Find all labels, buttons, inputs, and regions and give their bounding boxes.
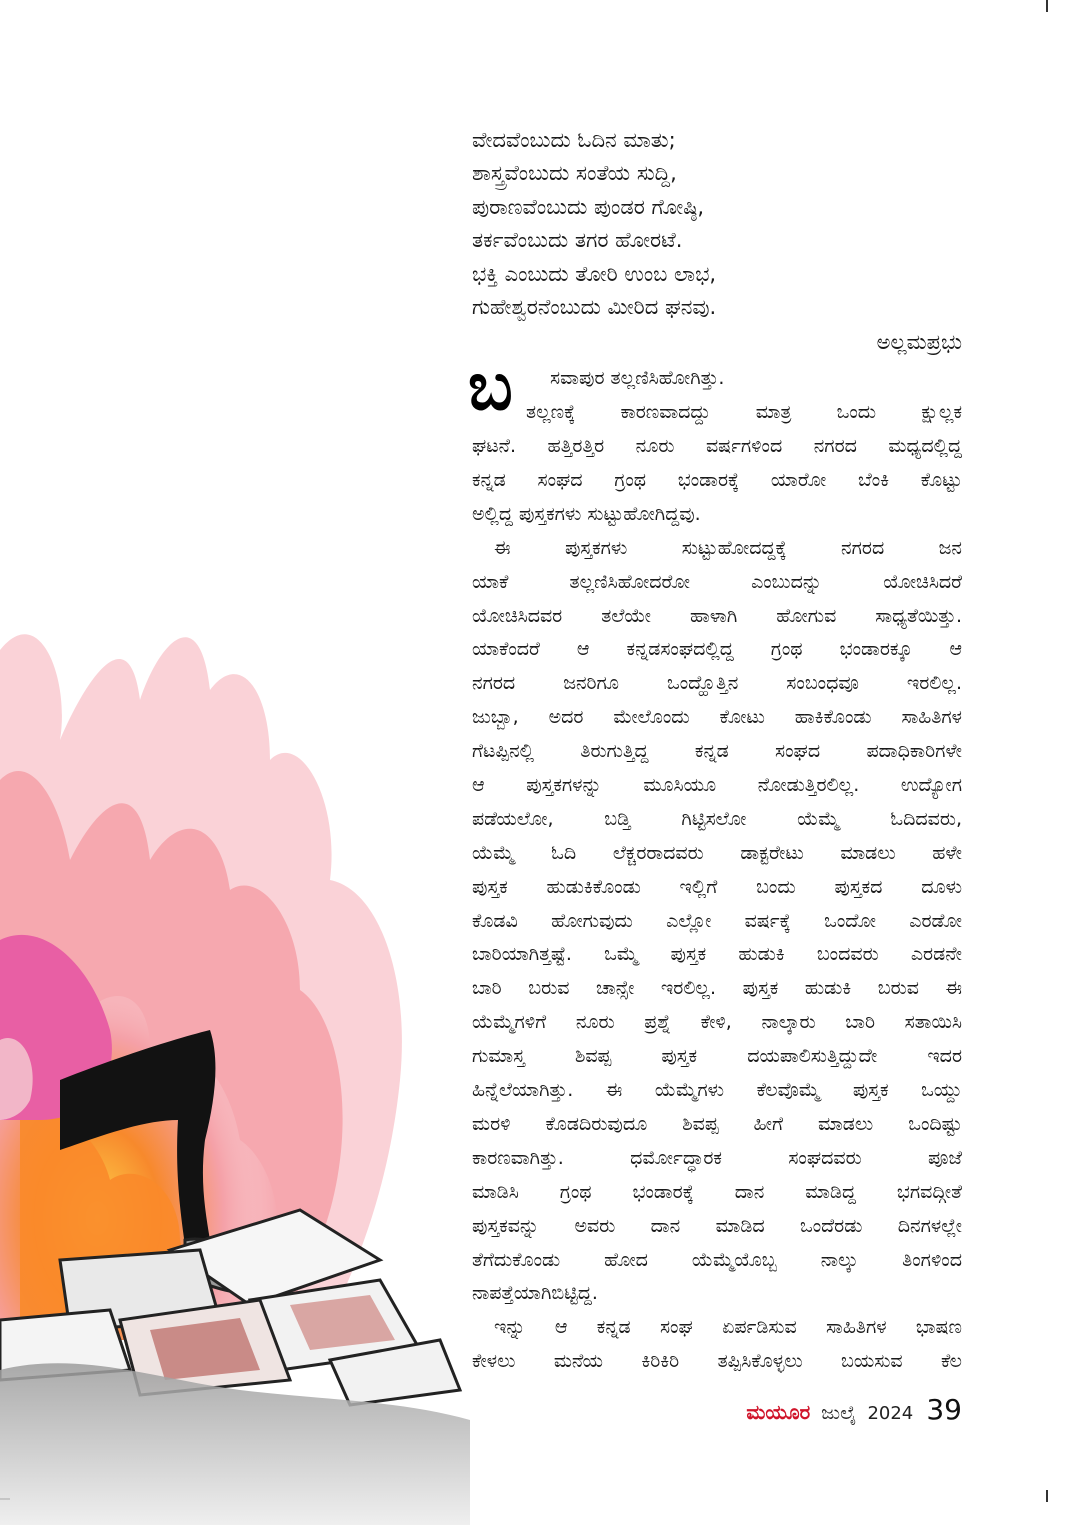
issue-month: ಜುಲೈ	[821, 1402, 857, 1424]
article-line: ಮಾಡಿಸಿ ಗ್ರಂಥ ಭಂಡಾರಕ್ಕೆ ದಾನ ಮಾಡಿದ್ದ ಭಗವದ್ಗೀತೆ	[472, 1180, 962, 1203]
article-line: ಯಾಕೆ ತಲ್ಲಣಿಸಿಹೋದರೋ ಎಂಬುದನ್ನು ಯೋಚಿಸಿದರೆ	[472, 570, 962, 593]
text-column	[468, 124, 962, 1379]
poem	[472, 124, 962, 359]
issue-year: 2024	[867, 1403, 914, 1424]
poem-line: ಗುಹೇಶ್ವರನೆಂಬುದು ಮೀರಿದ ಘನವು.	[472, 294, 717, 319]
page-number: 39	[926, 1393, 962, 1426]
article-line: ಬಾರಿಯಾಗಿತ್ತಷ್ಟೆ. ಒಮ್ಮೆ ಪುಸ್ತಕ ಹುಡುಕಿ ಬಂದವರು ಎರಡನೇ	[472, 943, 962, 966]
article-line: ಕೇಳಲು ಮನೆಯ ಕಿರಿಕಿರಿ ತಪ್ಪಿಸಿಕೊಳ್ಳಲು ಬಯಸುವ ಕೆಲ	[472, 1350, 962, 1373]
poem-line: ತರ್ಕವೆಂಬುದು ತಗರ ಹೋರಟೆ.	[472, 228, 683, 253]
article-line: ಇನ್ನು ಆ ಕನ್ನಡ ಸಂಘ ಏರ್ಪಡಿಸುವ ಸಾಹಿತಿಗಳ ಭಾಷಣ	[494, 1316, 962, 1339]
article-line: ಜುಬ್ಬಾ, ಅದರ ಮೇಲೊಂದು ಕೋಟು ಹಾಕಿಕೊಂಡು ಸಾಹಿತಿಗಳ	[472, 706, 962, 729]
page-footer	[700, 1393, 962, 1429]
article-line: ಕೊಡವಿ ಹೋಗುವುದು ಎಲ್ಲೋ ವರ್ಷಕ್ಕೆ ಒಂದೋ ಎರಡೋ	[472, 909, 962, 932]
poem-line: ಪುರಾಣವೆಂಬುದು ಪುಂಡರ ಗೋಷ್ಠಿ,	[472, 194, 705, 219]
article-line: ಬಾರಿ ಬರುವ ಚಾನ್ಸೇ ಇರಲಿಲ್ಲ. ಪುಸ್ತಕ ಹುಡುಕಿ ಬರುವ ಈ	[472, 977, 962, 1000]
article-line: ಆ ಪುಸ್ತಕಗಳನ್ನು ಮೂಸಿಯೂ ನೋಡುತ್ತಿರಲಿಲ್ಲ. ಉದ್ಯೋಗ	[472, 774, 962, 797]
poem-attribution: ಅಲ್ಲಮಪ್ರಭು	[876, 330, 962, 355]
poem-line: ಶಾಸ್ತ್ರವೆಂಬುದು ಸಂತೆಯ ಸುದ್ದಿ,	[472, 161, 677, 186]
article-line: ಗೆಟಪ್ಪಿನಲ್ಲಿ ತಿರುಗುತ್ತಿದ್ದ ಕನ್ನಡ ಸಂಘದ ಪದಾಧಿಕಾರಿಗಳೇ	[472, 740, 962, 763]
article-line: ಈ ಪುಸ್ತಕಗಳು ಸುಟ್ಟುಹೋದದ್ದಕ್ಕೆ ನಗರದ ಜನ	[494, 536, 962, 559]
article-line: ಕನ್ನಡ ಸಂಘದ ಗ್ರಂಥ ಭಂಡಾರಕ್ಕೆ ಯಾರೋ ಬೆಂಕಿ ಕೊಟ್ಟು	[472, 469, 962, 492]
article-line: ತೆಗೆದುಕೊಂಡು ಹೋದ ಯೆಮ್ಮೆಯೊಬ್ಬ ನಾಲ್ಕು ತಿಂಗಳಿಂದ	[472, 1248, 962, 1271]
drop-cap: ಬ	[468, 347, 513, 426]
article-line: ಸವಾಪುರ ತಲ್ಲಣಿಸಿಹೋಗಿತ್ತು.	[550, 367, 725, 390]
poem-line: ವೇದವೆಂಬುದು ಓದಿನ ಮಾತು;	[472, 128, 676, 152]
article-line: ಯಾಕೆಂದರೆ ಆ ಕನ್ನಡಸಂಘದಲ್ಲಿದ್ದ ಗ್ರಂಥ ಭಂಡಾರಕ್ಕೂ ಆ	[472, 638, 962, 661]
article-line: ನಾಪತ್ತೆಯಾಗಿಬಿಟ್ಟಿದ್ದ.	[472, 1282, 598, 1305]
crop-mark	[1046, 1490, 1048, 1502]
article-line: ಯೋಚಿಸಿದವರ ತಲೆಯೇ ಹಾಳಾಗಿ ಹೋಗುವ ಸಾಧ್ಯತೆಯಿತ್ತು.	[472, 604, 962, 627]
article-line: ಪುಸ್ತಕ ಹುಡುಕಿಕೊಂಡು ಇಲ್ಲಿಗೆ ಬಂದು ಪುಸ್ತಕದ ದೂಳು	[472, 875, 962, 898]
poem-line: ಭಕ್ತಿ ಎಂಬುದು ತೋರಿ ಉಂಬ ಲಾಭ,	[472, 261, 717, 286]
article-line: ಮರಳಿ ಕೊಡದಿರುವುದೂ ಶಿವಪ್ಪ ಹೀಗೆ ಮಾಡಲು ಒಂದಿಷ್ಟು	[472, 1112, 962, 1135]
article-line: ತಲ್ಲಣಕ್ಕೆ ಕಾರಣವಾದದ್ದು ಮಾತ್ರ ಒಂದು ಕ್ಷುಲ್ಲಕ	[526, 401, 962, 424]
article-line: ಅಲ್ಲಿದ್ದ ಪುಸ್ತಕಗಳು ಸುಟ್ಟುಹೋಗಿದ್ದವು.	[472, 502, 701, 525]
article-line: ಕಾರಣವಾಗಿತ್ತು. ಧರ್ಮೋದ್ಧಾರಕ ಸಂಘದವರು ಪೂಜೆ	[472, 1146, 962, 1169]
magazine-logo: ಮಯೂರ	[746, 1400, 811, 1424]
article-line: ಹಿನ್ನೆಲೆಯಾಗಿತ್ತು. ಈ ಯೆಮ್ಮೆಗಳು ಕೆಲವೊಮ್ಮೆ ಪುಸ್ತಕ ಒಯ್ದು	[472, 1079, 962, 1102]
article-line: ಪಡೆಯಲೋ, ಬಡ್ತಿ ಗಿಟ್ಟಿಸಲೋ ಯೆಮ್ಮೆ ಓದಿದವರು,	[472, 807, 962, 830]
article-line: ನಗರದ ಜನರಿಗೂ ಒಂದ್ಹೊತ್ತಿನ ಸಂಬಂಧವೂ ಇರಲಿಲ್ಲ.	[472, 672, 962, 695]
article-line: ಯೆಮ್ಮೆಗಳಿಗೆ ನೂರು ಪ್ರಶ್ನೆ ಕೇಳಿ, ನಾಲ್ಕಾರು ಬಾರಿ ಸತಾಯಿಸಿ	[472, 1011, 962, 1034]
burning-books-illustration	[0, 560, 470, 1525]
article-line: ಪುಸ್ತಕವನ್ನು ಅವರು ದಾನ ಮಾಡಿದ ಒಂದೆರಡು ದಿನಗಳಲ್ಲೇ	[472, 1214, 962, 1237]
crop-mark	[1046, 0, 1048, 12]
article-body	[468, 347, 962, 1379]
article-line: ಯೆಮ್ಮೆ ಓದಿ ಲೆಕ್ಚರರಾದವರು ಡಾಕ್ಟರೇಟು ಮಾಡಲು ಹಳೇ	[472, 841, 962, 864]
article-line: ಗುಮಾಸ್ತ ಶಿವಪ್ಪ ಪುಸ್ತಕ ದಯಪಾಲಿಸುತ್ತಿದ್ದುದೇ ಇದರ	[472, 1045, 962, 1068]
article-line: ಘಟನೆ. ಹತ್ತಿರತ್ತಿರ ನೂರು ವರ್ಷಗಳಿಂದ ನಗರದ ಮಧ್ಯದಲ್ಲಿದ್ದ	[472, 435, 962, 458]
